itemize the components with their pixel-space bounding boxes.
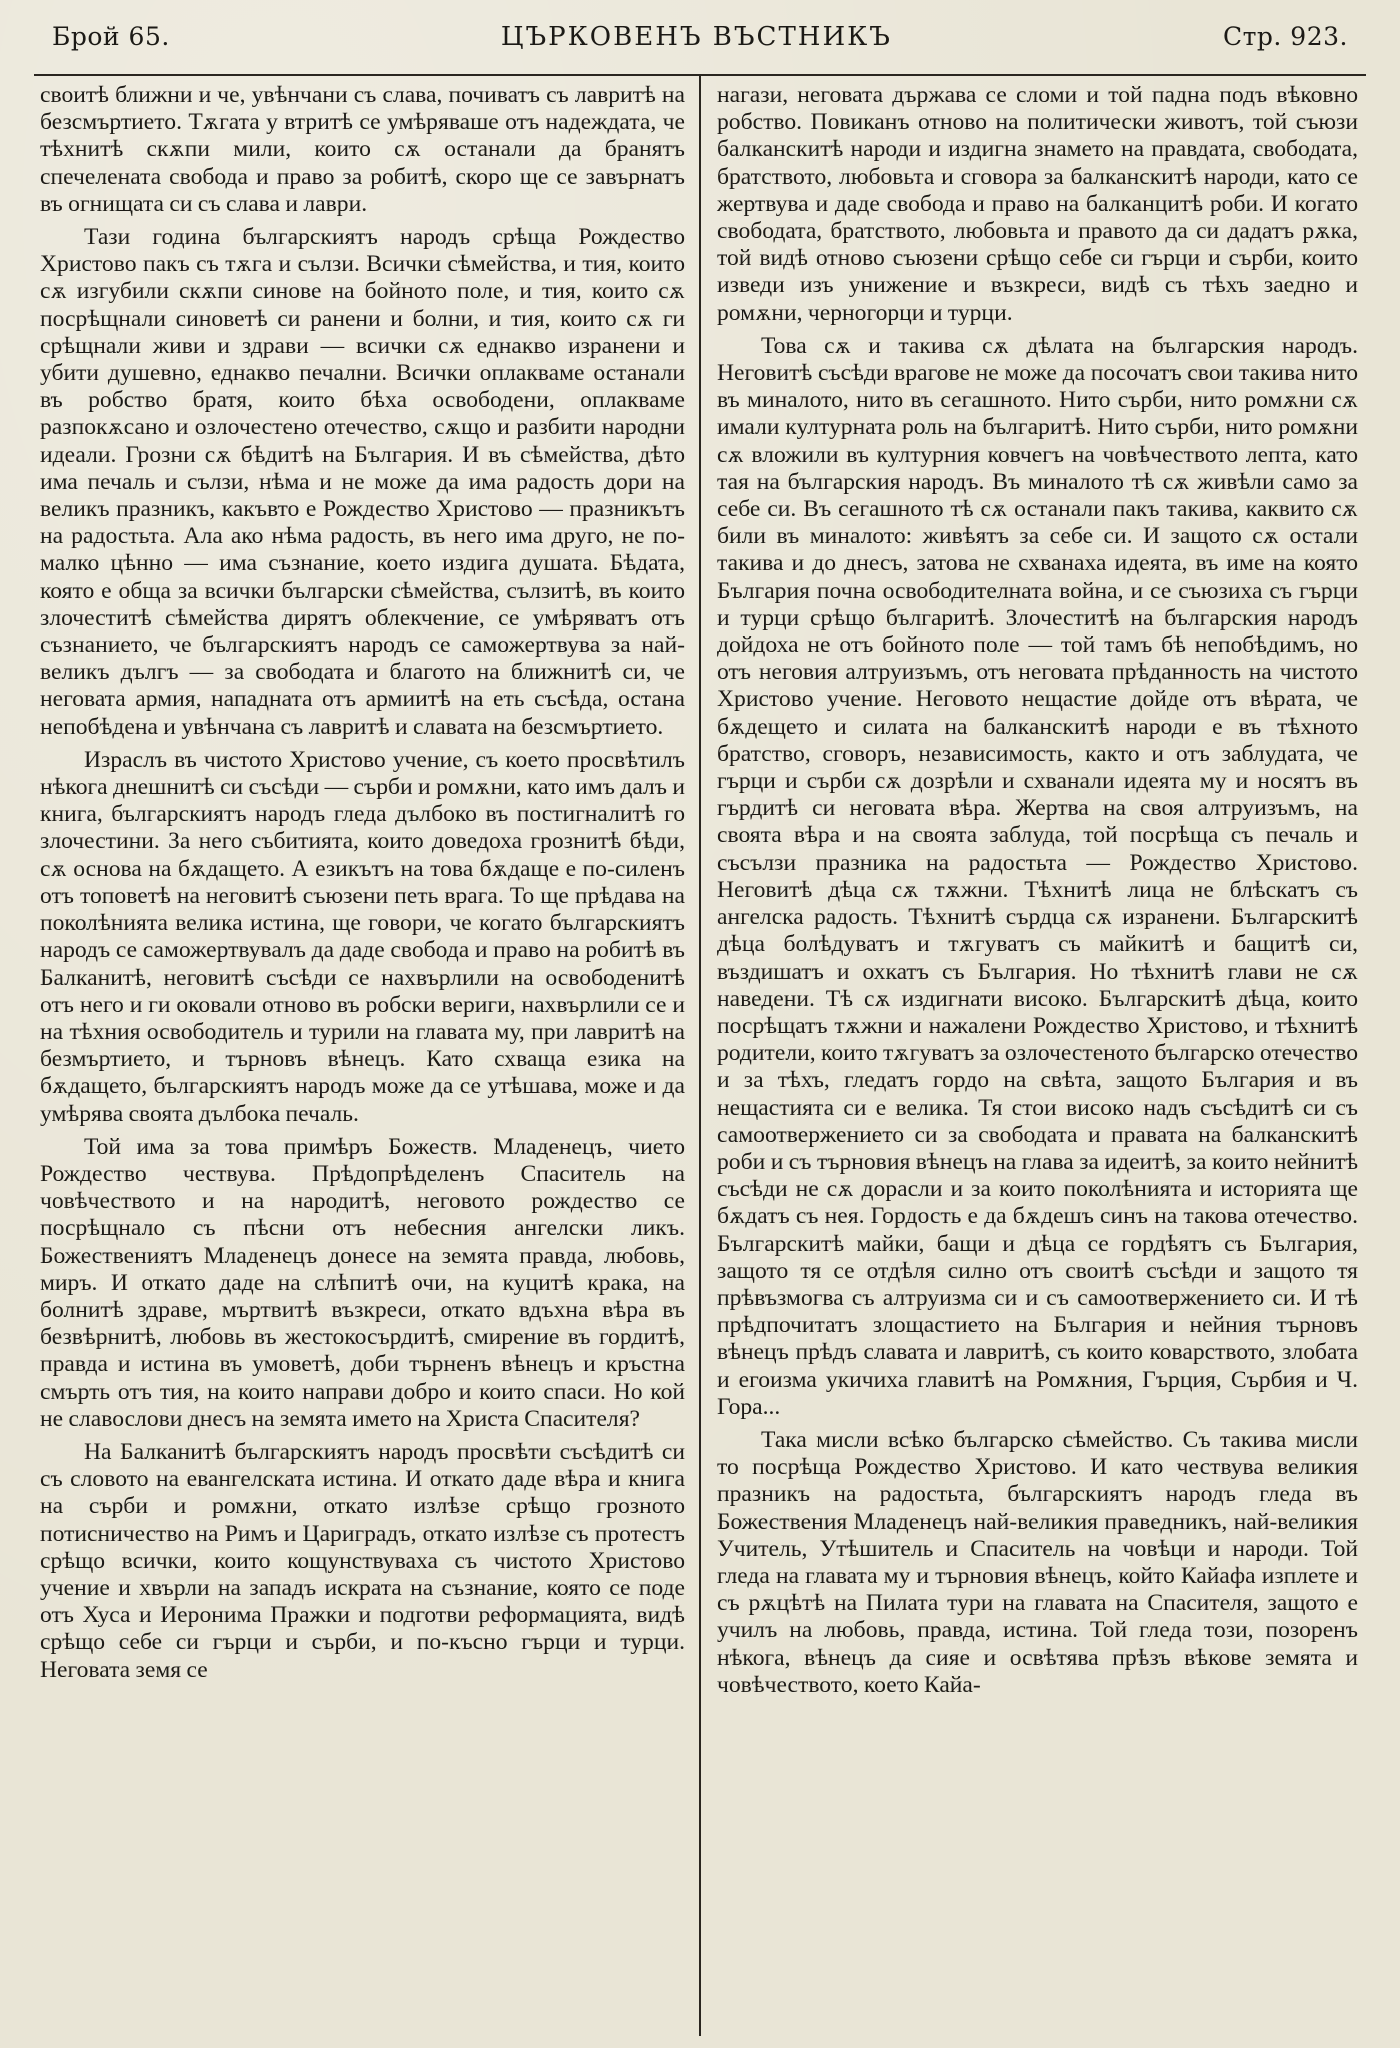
paragraph: нагази, неговата държава се сломи и той падна подъ вѣковно робство. Повиканъ отново на политически животъ, той съюзи балканскитѣ народи и издигна знамето на правдата, свободата, братството, любовьта и сговора за балканскитѣ народи, като се жертвува и даде свобода и право на балканцитѣ роби. И когато свободата, братството, любовьта и правото да си дадатъ рѫка, той видѣ отново съюзени срѣщо себе си гърци и сърби, които изведи изъ унижение и възкреси, видѣ съ тѣхъ заедно и ромѫни, черногорци и турци. [717,82,1358,326]
paragraph: Той има за това примѣръ Божеств. Младенецъ, чието Рождество чествува. Прѣдопрѣделенъ Спаситель на човѣчеството и на народитѣ, неговото рождество се посрѣщнало съ пѣсни отъ небесния ангелски ликъ. Божествениятъ Младенецъ донесе на земята правда, любовь, миръ. И откато даде на слѣпитѣ очи, на куцитѣ крака, на болнитѣ здраве, мъртвитѣ възкреси, откато вдъхна вѣра въ безвѣрнитѣ, любовь въ жестокосърдитѣ, смирение въ гордитѣ, правда и истина въ умоветѣ, доби търненъ вѣнецъ и кръстна смърть отъ тия, на които направи добро и които спаси. Но кой не славослови днесъ на земята името на Христа Спасителя? [40,1133,685,1432]
left-column [34,76,699,2036]
issue-number: Брой 65. [52,22,170,51]
paragraph: Това сѫ и такива сѫ дѣлата на българския народъ. Неговитѣ съсѣди врагове не може да посочатъ свои такива нито въ миналото, нито въ сегашното. Нито сърби, нито ромѫни сѫ имали културната роль на българитѣ. Нито сърби, нито ромѫни сѫ вложили въ културния ковчегъ на човѣчеството лепта, като тая на българския народъ. Въ миналото тѣ сѫ живѣли само за себе си. Въ сегашното тѣ сѫ останали пакъ такива, каквито сѫ били въ миналото: живѣятъ за себе си. И защото сѫ остали такива и до днесъ, затова не схванаха идеята, въ име на която България почна освободителната война, и се съюзиха съ гърци и турци срѣщо българитѣ. Злочеститѣ на българския народъ дойдоха не отъ бойното поле — той тамъ бѣ непобѣдимъ, но отъ неговия алтруизъмъ, отъ неговата прѣданность на чистото Христово учение. Неговото нещастие дойде отъ вѣрата, че бѫдещето и силата на балканскитѣ народи е въ тѣхното братство, сговоръ, независимость, както и отъ заблудата, че гърци и сърби сѫ дозрѣли и схванали идеята му и носятъ въ гърдитѣ си неговата вѣра. Жертва на своя алтруизъмъ, на своята вѣра и на своята заблуда, той посрѣща съ печаль и съсълзи празника на радостьта — Рождество Христово. Неговитѣ дѣца сѫ тѫжни. Тѣхнитѣ лица не блѣскатъ съ ангелска радость. Тѣхнитѣ сърдца сѫ изранени. Българскитѣ дѣца болѣдуватъ и тѫгуватъ съ майкитѣ и бащитѣ си, въздишатъ и охкатъ съ България. Но тѣхнитѣ глави не сѫ наведени. Тѣ сѫ издигнати високо. Българскитѣ дѣца, които посрѣщатъ тѫжни и нажалени Рождество Христово, и тѣхнитѣ родители, които тѫгуватъ за озлочестеното българско отечество и за тѣхъ, гледатъ гордо на свѣта, защото България и въ нещастията си е велика. Тя стои високо надъ съсѣдитѣ си съ самоотвержението си за свободата и правата на балканскитѣ роби и съ търновия вѣнецъ на глава за идеитѣ, за които нейнитѣ съсѣди не сѫ дорасли и за които поколѣнията и историята ще бѫдатъ съ нея. Гордость е да бѫдешъ синъ на такова отечество. Българскитѣ майки, бащи и дѣца се гордѣятъ съ България, защото тя се отдѣля силно отъ своитѣ съсѣди и защото тя прѣвъзмогва съ алтруизма си и съ самоотвержението си. И тѣ прѣдпочитатъ злощастието на България и нейния търновъ вѣнецъ прѣдъ славата и лавритѣ, съ които коварството, злобата и егоизма укичиха главитѣ на Ромѫния, Гърция, Сърбия и Ч. Гора... [717,332,1358,1420]
newspaper-title: ЦЪРКОВЕНЪ ВЪСТНИКЪ [500,22,892,52]
page-number: Стр. 923. [1222,22,1348,51]
right-column [701,76,1366,2036]
paragraph: своитѣ ближни и че, увѣнчани съ слава, почиватъ съ лавритѣ на безсмъртието. Тѫгата у втритѣ се умѣряваше отъ надеждата, че тѣхнитѣ скѫпи мили, които сѫ останали да бранятъ спечелената свобода и право за робитѣ, скоро ще се завърнатъ въ огнищата си съ слава и лаври. [40,82,685,217]
paragraph: Тази година българскиятъ народъ срѣща Рождество Христово пакъ съ тѫга и сълзи. Всички сѣмейства, и тия, които сѫ изгубили скѫпи синове на бойното поле, и тия, които сѫ посрѣщнали синоветѣ си ранени и болни, и тия, които сѫ ги срѣщнали живи и здрави — всички сѫ еднакво изранени и убити душевно, еднакво печални. Всички оплакваме останали въ робство братя, които бѣха освободени, оплакваме разпокѫсано и озлочестено отечество, сѫщо и разбити народни идеали. Грозни сѫ бѣдитѣ на България. И въ сѣмейства, дѣто има печаль и сълзи, нѣма и не може да има радость дори на великъ празникъ, какъвто е Рождество Христово — празникътъ на радостьта. Ала ако нѣма радость, въ него има друго, не по-малко цѣнно — има съзнание, което издига душата. Бѣдата, която е обща за всички български сѣмейства, сълзитѣ, въ които злочеститѣ сѣмейства дирятъ облекчение, се умѣряватъ отъ съзнанието, че българскиятъ народъ се саможертвува за най-великъ дългъ — за свободата и благото на ближнитѣ си, че неговата армия, нападната отъ армиитѣ на еть съсѣда, остана непобѣдена и увѣнчана съ лавритѣ и славата на безсмъртието. [40,224,685,740]
page-header [34,22,1366,76]
paragraph: Така мисли всѣко българско сѣмейство. Съ такива мисли то посрѣща Рождество Христово. И като чествува великия празникъ на радостьта, българскиятъ народъ гледа въ Божествения Младенецъ най-великия праведникъ, най-великия Учитель, Утѣшитель и Спаситель на човѣци и народи. Той гледа на главата му и търновия вѣнецъ, който Кайафа изплете и съ рѫцѣтѣ на Пилата тури на главата на Спасителя, защото е училъ на любовь, правда, истина. Той гледа този, позоренъ нѣкога, вѣнецъ да сияе и освѣтява прѣзъ вѣкове земята и човѣчеството, което Кайа- [717,1426,1358,1698]
paragraph: На Балканитѣ българскиятъ народъ просвѣти съсѣдитѣ си съ словото на евангелската истина. И откато даде вѣра и книга на сърби и ромѫни, откато излѣзе срѣщо грозното потисничество на Римъ и Цариградъ, откато излѣзе съ протестъ срѣщо всички, които кощунствуваха съ чистото Христово учение и хвърли на западъ искрата на съзнание, която се поде отъ Хуса и Иеронима Пражки и подготви реформацията, видѣ срѣщо себе си гърци и сърби, и по-късно гърци и турци. Неговата земя се [40,1438,685,1683]
paragraph: Израслъ въ чистото Христово учение, съ което просвѣтилъ нѣкога днешнитѣ си съсѣди — сърби и ромѫни, като имъ далъ и книга, българскиятъ народъ гледа дълбоко въ постигналитѣ го злочестини. За него събитията, които доведоха грознитѣ бѣди, сѫ основа на бѫдащето. А езикътъ на това бѫдаще е по-силенъ отъ топоветѣ на неговитѣ съюзени петь врага. То ще прѣдава на поколѣнията велика истина, ще говори, че когато българскиятъ народъ се саможертвувалъ да даде свобода и право на робитѣ въ Балканитѣ, неговитѣ съсѣди се нахвърлили на освободенитѣ отъ него и ги оковали отново въ робски вериги, нахвърлили се и на тѣхния освободитель и турили на главата му, при лавритѣ на безмъртието, и търновъ вѣнецъ. Като схваща езика на бѫдащето, българскиятъ народъ може да се утѣшава, може и да умѣрява своята дълбока печаль. [40,746,686,1127]
text-columns [34,76,1366,2036]
